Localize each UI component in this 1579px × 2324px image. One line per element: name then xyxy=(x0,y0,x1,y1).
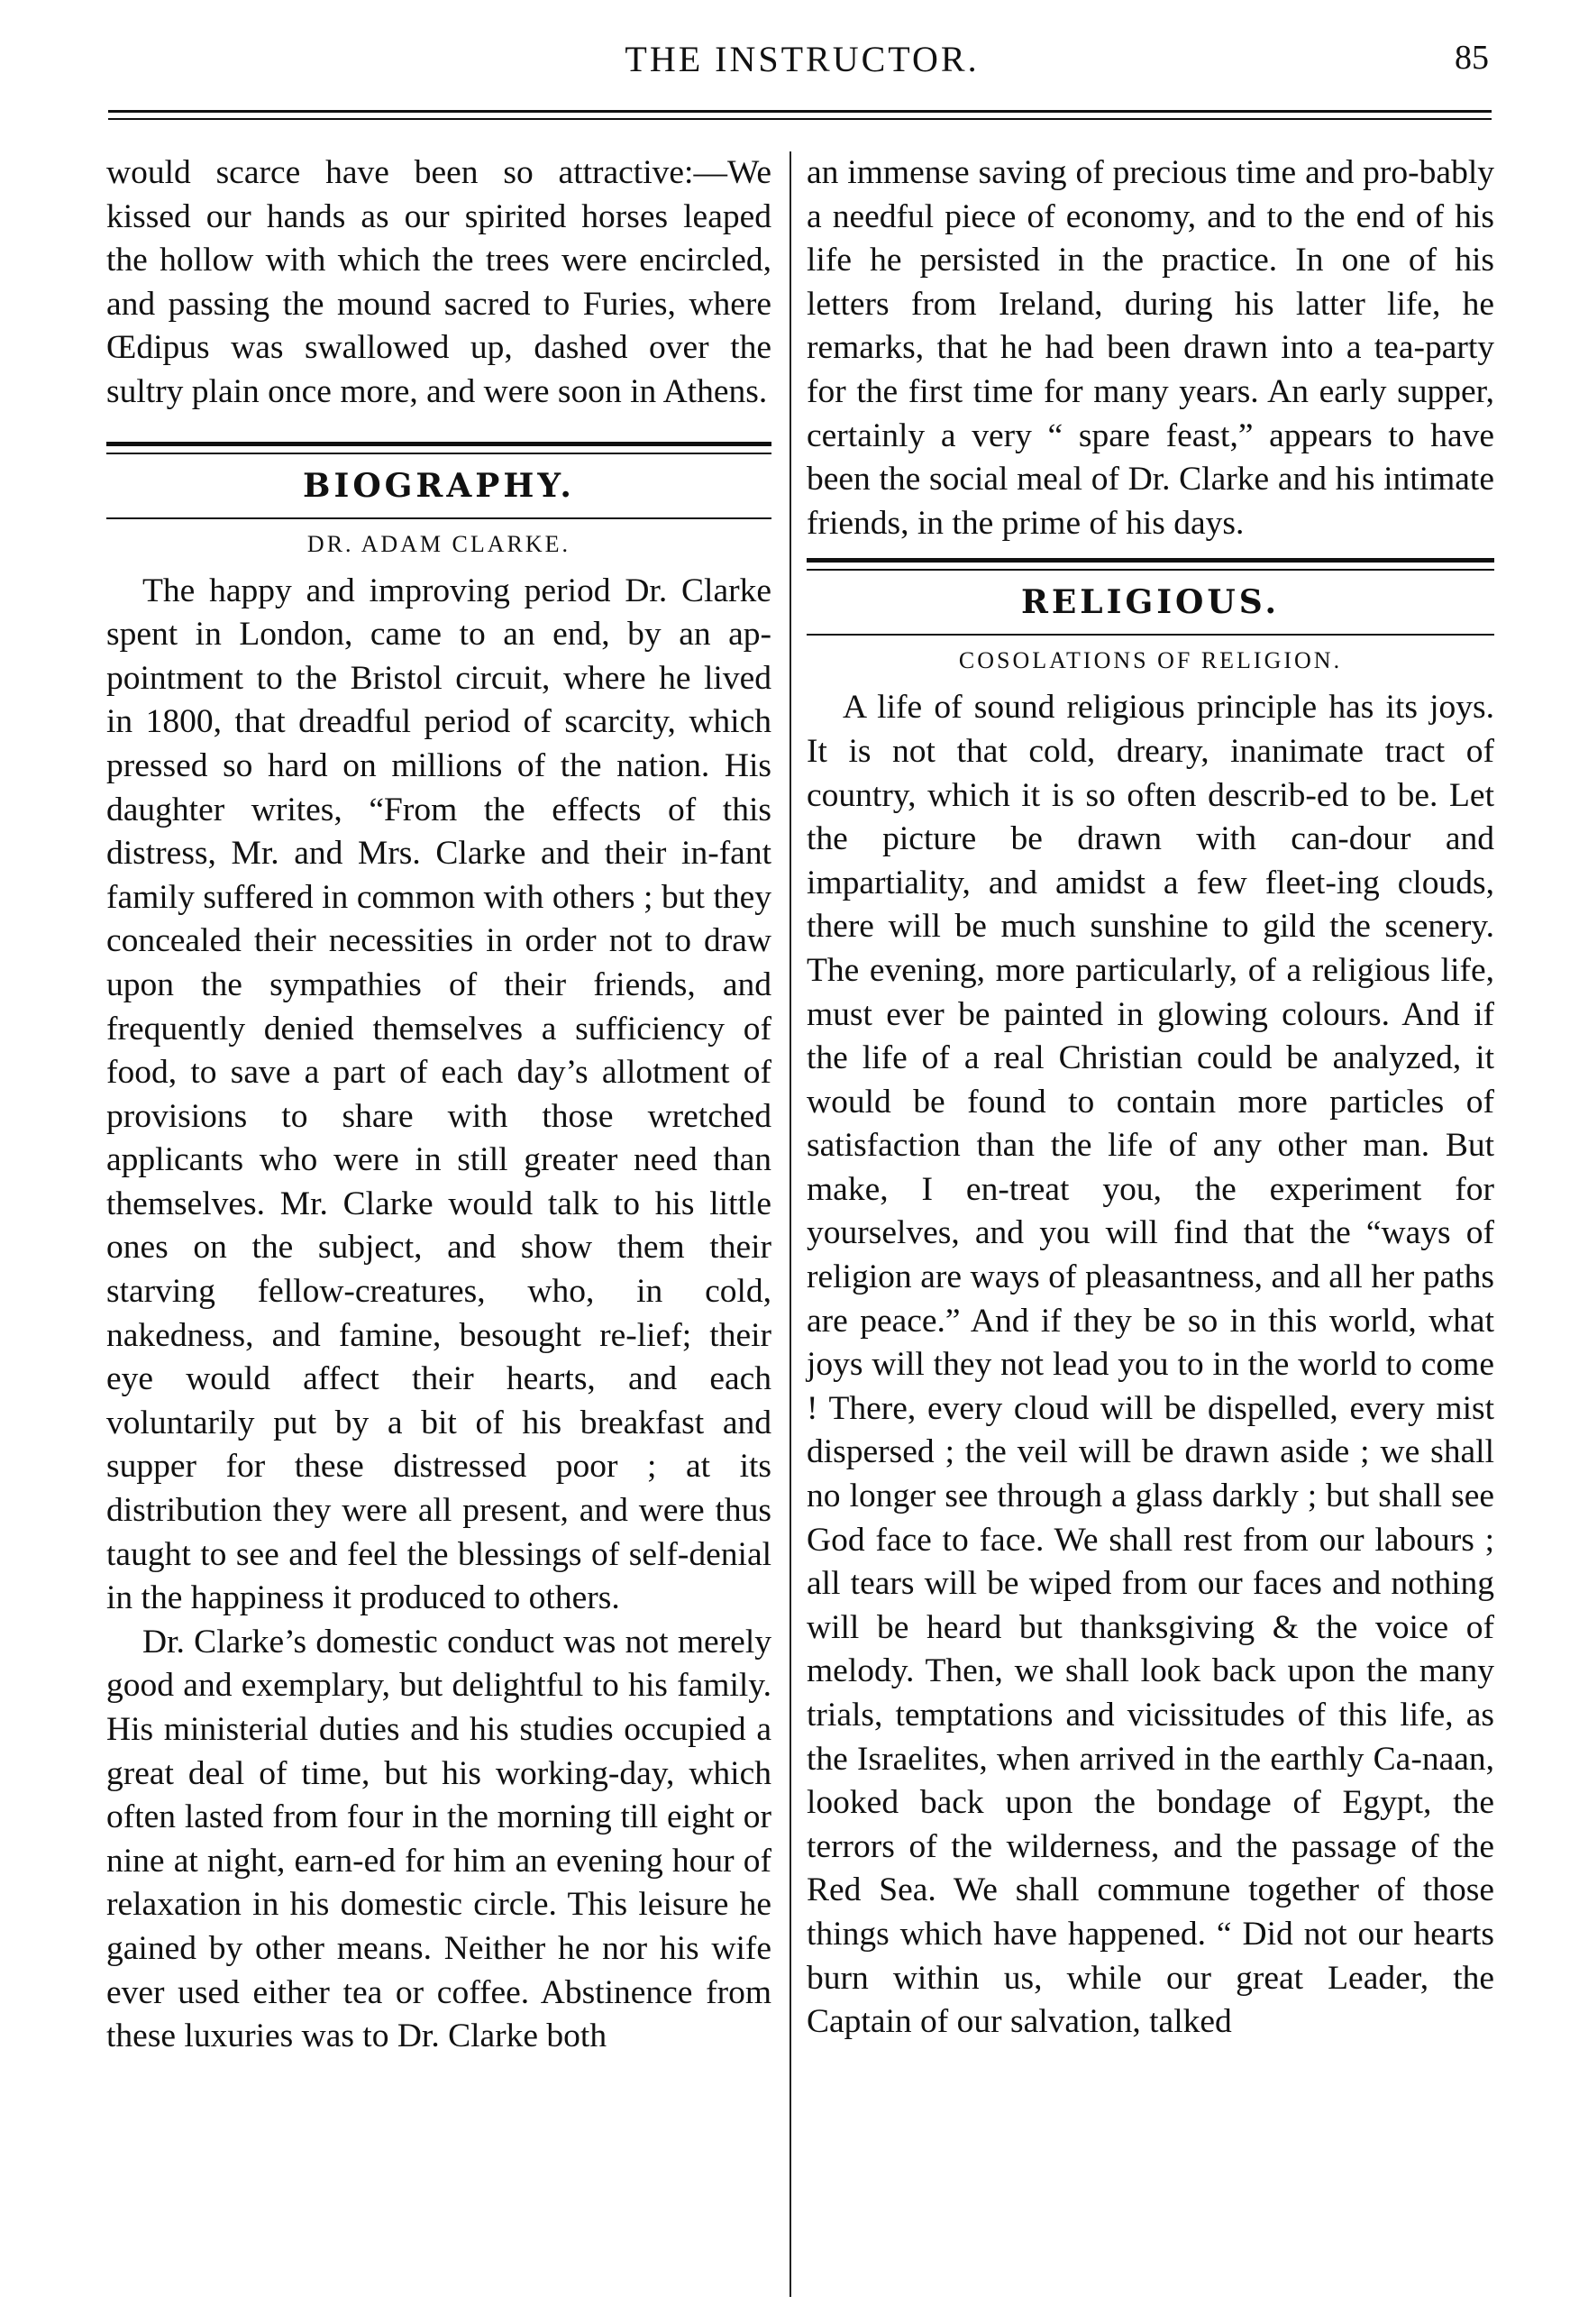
text-line: spent in London, came to an end, by an ap- xyxy=(106,616,771,654)
text-line: his domestic circle. This leisure he gained xyxy=(106,1886,771,1967)
text-line: come ! There, every cloud will be dispelled, xyxy=(807,1346,1494,1427)
text-line: by other means. Neither he nor his wife xyxy=(208,1929,772,1967)
text-line: ing clouds, there will be much sunshine to gild xyxy=(807,864,1494,946)
text-line: wretched applicants who were in still greater xyxy=(106,1097,771,1179)
text-line: naan, looked back upon the bondage of Egypt, xyxy=(807,1740,1494,1822)
biography-paragraph-2 xyxy=(106,1621,771,2059)
text-line: distress, Mr. and Mrs. Clarke and their in- xyxy=(106,835,719,873)
text-line: the sultry plain once more, and were soon in xyxy=(106,329,772,410)
text-line: where Œdipus was swallowed up, dashed over xyxy=(106,285,771,367)
religion-paragraph xyxy=(807,686,1494,2044)
text-line: joys will they not lead you to in the world to xyxy=(807,1346,1412,1384)
text-line: friends, in the prime of his days. xyxy=(807,504,1245,542)
text-line: lief; their eye would affect their hearts, and xyxy=(106,1316,772,1398)
text-line: ed to be. Let the picture be drawn with can- xyxy=(807,776,1494,858)
header-rule xyxy=(108,110,1492,113)
text-line: glowing colours. And if the life of a real xyxy=(807,995,1494,1077)
text-line: in 1800, that dreadful period of scarcity, xyxy=(106,703,676,741)
section-heading-biography: BIOGRAPHY. xyxy=(303,466,575,505)
text-line: years. An early supper, certainly a very xyxy=(807,372,1494,454)
text-line: the terrors of the wilderness, and the passage xyxy=(807,1784,1494,1865)
text-line: of a religious life, must ever be painted in xyxy=(807,951,1494,1033)
text-line: friends, and frequently denied themselves a xyxy=(106,965,771,1048)
text-line: and supper for these distressed poor ; at its xyxy=(106,1404,771,1486)
text-line: others. xyxy=(528,1579,620,1617)
text-line: joys. It is not that cold, dreary, inanimate xyxy=(807,689,1494,770)
text-line: the hollow with which the trees were encircled, xyxy=(106,242,771,279)
page-number: 85 xyxy=(1455,39,1489,77)
text-line: them their starving fellow-creatures, who, xyxy=(106,1229,772,1311)
text-line: merely good and exemplary, but delightful to xyxy=(106,1623,771,1705)
text-line: temptations and vicissitudes of this life, as xyxy=(895,1697,1494,1734)
text-line: peace.” And if they be so in this world, what xyxy=(860,1302,1494,1340)
text-line: distribution they were all present, and were xyxy=(106,1492,705,1530)
text-line: Dr. Clarke’s domestic conduct was not xyxy=(142,1623,669,1661)
text-line: dour and impartiality, and amidst a few fleet- xyxy=(807,820,1494,901)
text-line: in cold, nakedness, and famine, besought re- xyxy=(106,1273,772,1354)
text-line: the scenery. The evening, more particularly, xyxy=(807,908,1494,989)
section-heading-religious: RELIGIOUS. xyxy=(1020,583,1281,622)
continued-paragraph xyxy=(106,151,771,415)
text-line: his family. His ministerial duties and his xyxy=(106,1667,771,1748)
text-line: but they concealed their necessities in order xyxy=(106,878,772,960)
text-line: every mist dispersed ; the veil will be drawn xyxy=(807,1389,1495,1471)
text-line: sufficiency of food, to save a part of each day’s xyxy=(106,1010,771,1092)
article-title: COSOLATIONS OF RELIGION. xyxy=(958,647,1343,674)
text-line: heard but thanksgiving & the voice of melody. xyxy=(807,1608,1495,1690)
text-line: the morning till eight or nine at night, earn- xyxy=(106,1798,771,1880)
column-divider xyxy=(790,151,791,2297)
text-line: studies occupied a great deal of time, but his xyxy=(106,1711,771,1792)
text-line: ever used either tea or coffee. Abstinence xyxy=(106,1973,693,2011)
text-line: allotment of provisions to share with those xyxy=(106,1054,772,1135)
text-line: the life of any other man. But make, I en- xyxy=(807,1127,1494,1208)
right-column xyxy=(807,151,1494,2045)
text-line: “ spare feast,” appears to have been the xyxy=(807,416,1494,499)
text-line: treat you, the experiment for yourselves, and xyxy=(807,1170,1494,1252)
text-line: and passing the mound sacred to Furies, xyxy=(106,285,676,323)
article-title: DR. ADAM CLARKE. xyxy=(306,530,571,557)
text-line: In one of his letters from Ireland, during his xyxy=(807,242,1494,323)
text-line: Athens. xyxy=(662,372,768,410)
text-line: latter life, he remarks, that he had been drawn xyxy=(807,285,1495,367)
text-line: of the Red Sea. We shall commune together xyxy=(807,1827,1494,1909)
text-line: into a tea-party for the first time for many xyxy=(807,329,1494,410)
text-line: bably a needful piece of economy, and to the xyxy=(807,154,1494,235)
text-line: each voluntarily put by a bit of his breakfast xyxy=(106,1360,772,1441)
page-header xyxy=(108,38,1496,92)
text-line: from these luxuries was to Dr. Clarke both xyxy=(106,1973,772,2055)
text-line: shall rest from our labours ; all tears will be xyxy=(807,1521,1495,1603)
text-line: ed for him an evening hour of relaxation in xyxy=(106,1842,771,1924)
running-title: THE INSTRUCTOR. xyxy=(625,39,980,79)
text-line: tract of country, which it is so often describ- xyxy=(807,732,1494,814)
biography-paragraph-1 xyxy=(106,570,771,1621)
text-line: His daughter writes, “From the effects of this xyxy=(106,746,771,828)
text-line: not to draw upon the sympathies of their xyxy=(106,922,772,1003)
text-line: end of his life he persisted in the practice. xyxy=(807,197,1494,279)
text-line: working-day, which often lasted from four in xyxy=(106,1754,771,1836)
text-line: darkly ; but shall see God face to face. We xyxy=(807,1478,1494,1559)
text-line: social meal of Dr. Clarke and his intimate xyxy=(928,461,1494,499)
text-line: wiped from our faces and nothing will be xyxy=(807,1565,1494,1646)
left-column xyxy=(106,151,771,2059)
text-line: an immense saving of precious time and pro- xyxy=(807,154,1419,191)
text-line: talk to his little ones on the subject, and show xyxy=(106,1185,771,1267)
text-line: to contain more particles of satisfaction than xyxy=(807,1083,1494,1165)
text-line: aside ; we shall no longer see through a glass xyxy=(807,1433,1495,1515)
text-line: Then, we shall look back upon the many trials, xyxy=(807,1652,1495,1734)
text-line: of those things which have happened. “ Did xyxy=(807,1871,1494,1953)
text-line: would scarce have been so attractive:—We xyxy=(106,154,771,191)
text-line: Leader, the Captain of our salvation, talked xyxy=(807,1959,1495,2041)
text-line: thus taught to see and feel the blessings of xyxy=(106,1492,771,1573)
continued-paragraph-right xyxy=(807,151,1494,545)
text-line: you will find that the “ways of religion are xyxy=(807,1214,1494,1296)
text-line: which pressed so hard on millions of the nation. xyxy=(106,703,771,784)
text-line: need than themselves. Mr. Clarke would xyxy=(106,1141,771,1222)
header-rule-thin xyxy=(108,118,1492,120)
text-line: pointment to the Bristol circuit, where he lived xyxy=(106,659,771,697)
text-line: Christian could be analyzed, it would be found xyxy=(807,1039,1494,1121)
text-line: self-denial in the happiness it produced to xyxy=(106,1535,772,1617)
text-line: fant family suffered in common with others ; xyxy=(106,835,771,916)
text-line: A life of sound religious principle has its xyxy=(843,689,1418,727)
text-line: ways of pleasantness, and all her paths are xyxy=(807,1258,1495,1340)
text-line: kissed our hands as our spirited horses leaped xyxy=(106,197,771,235)
text-line: not our hearts burn within us, while our great xyxy=(807,1915,1494,1997)
text-line: the Israelites, when arrived in the earthly Ca- xyxy=(807,1740,1422,1778)
text-line: The happy and improving period Dr. Clarke xyxy=(142,572,771,609)
